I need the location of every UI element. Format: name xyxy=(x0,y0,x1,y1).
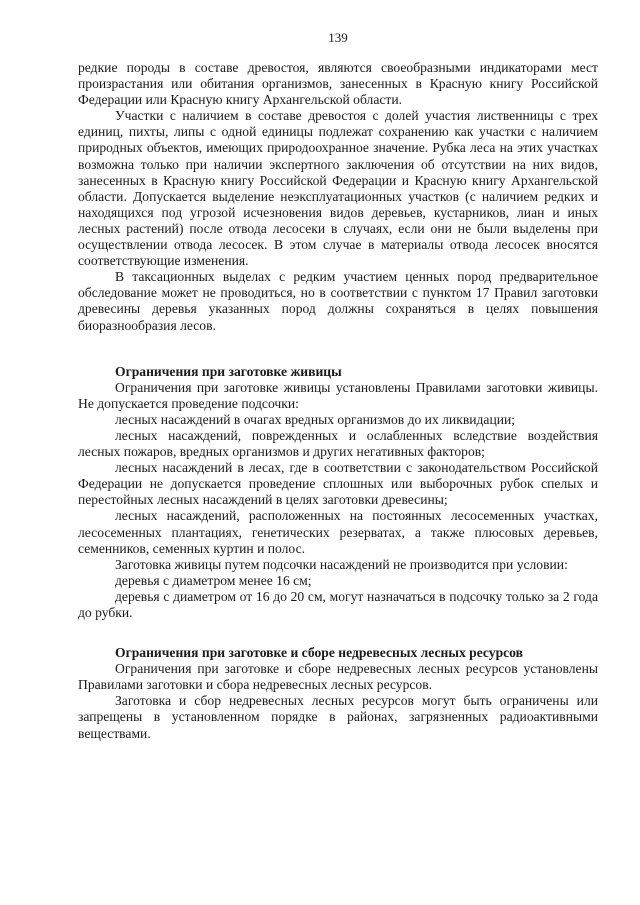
paragraph: редкие породы в составе древостоя, являются своеобразными индикаторами мест произрастания или обитания организмов, занесенных в Красную книгу Российской Федерации или Красную книгу Архангельской области. xyxy=(78,60,598,108)
section-heading: Ограничения при заготовке и сборе недревесных лесных ресурсов xyxy=(115,645,523,661)
intro-section xyxy=(78,60,598,334)
list-item: лесных насаждений, расположенных на постоянных лесосеменных участках, лесосеменных плантациях, генетических резерватах, а также плюсовых деревьев, семенников, семенных куртин и полос. xyxy=(78,508,598,556)
list-item: лесных насаждений в очагах вредных организмов до их ликвидации; xyxy=(115,411,516,427)
list-item: деревья с диаметром от 16 до 20 см, могут назначаться в подсочку только за 2 года до рубки. xyxy=(78,588,598,620)
nonwood-section xyxy=(78,645,598,742)
list-item: деревья с диаметром менее 16 см; xyxy=(115,572,312,588)
paragraph: Заготовка живицы путем подсочки насаждений не производится при условии: xyxy=(115,556,568,572)
spacer xyxy=(78,334,598,364)
paragraph: Заготовка и сбор недревесных лесных ресурсов могут быть ограничены или запрещены в установленном порядке в районах, загрязненных радиоактивными веществами. xyxy=(78,693,598,741)
document-page xyxy=(78,30,598,742)
page-number: 139 xyxy=(328,30,348,45)
resin-section xyxy=(78,364,598,622)
paragraph: Участки с наличием в составе древостоя с долей участия лиственницы с трех единиц, пихты, липы с одной единицы подлежат сохранению как участки с наличием природных объектов, имеющих природоохранное значение. Рубка леса на этих участках возможна только при наличии экспертного заключения об отсутствии на них видов, занесенных в Красную книгу Российской Федерации и Красную книгу Архангельской области. Допускается выделение неэксплуатационных участков (с наличием редких и находящихся под угрозой исчезновения видов деревьев, кустарников, лиан и иных лесных растений) после отвода лесосеки в случаях, если они не были выделены при осуществлении отвода лесосек. В этом случае в материалы отвода лесосек вносятся соответствующие изменения. xyxy=(78,108,598,269)
paragraph: Ограничения при заготовке живицы установлены Правилами заготовки живицы. Не допускается проведение подсочки: xyxy=(78,379,598,411)
paragraph: Ограничения при заготовке и сборе недревесных лесных ресурсов установлены Правилами заготовки и сбора недревесных лесных ресурсов. xyxy=(78,661,598,693)
paragraph: В таксационных выделах с редким участием ценных пород предварительное обследование может не проводиться, но в соответствии с пунктом 17 Правил заготовки древесины деревья указанных пород должны сохраняться в целях повышения биоразнообразия лесов. xyxy=(78,269,598,333)
list-item: лесных насаждений, поврежденных и ослабленных вследствие воздействия лесных пожаров, вредных организмов и других негативных факторов; xyxy=(78,427,598,460)
list-item: лесных насаждений в лесах, где в соответствии с законодательством Российской Федерации не допускается проведение сплошных или выборочных рубок спелых и перестойных лесных насаждений в целях заготовки древесины; xyxy=(78,460,598,508)
section-heading: Ограничения при заготовке живицы xyxy=(115,363,342,379)
spacer xyxy=(78,621,598,645)
